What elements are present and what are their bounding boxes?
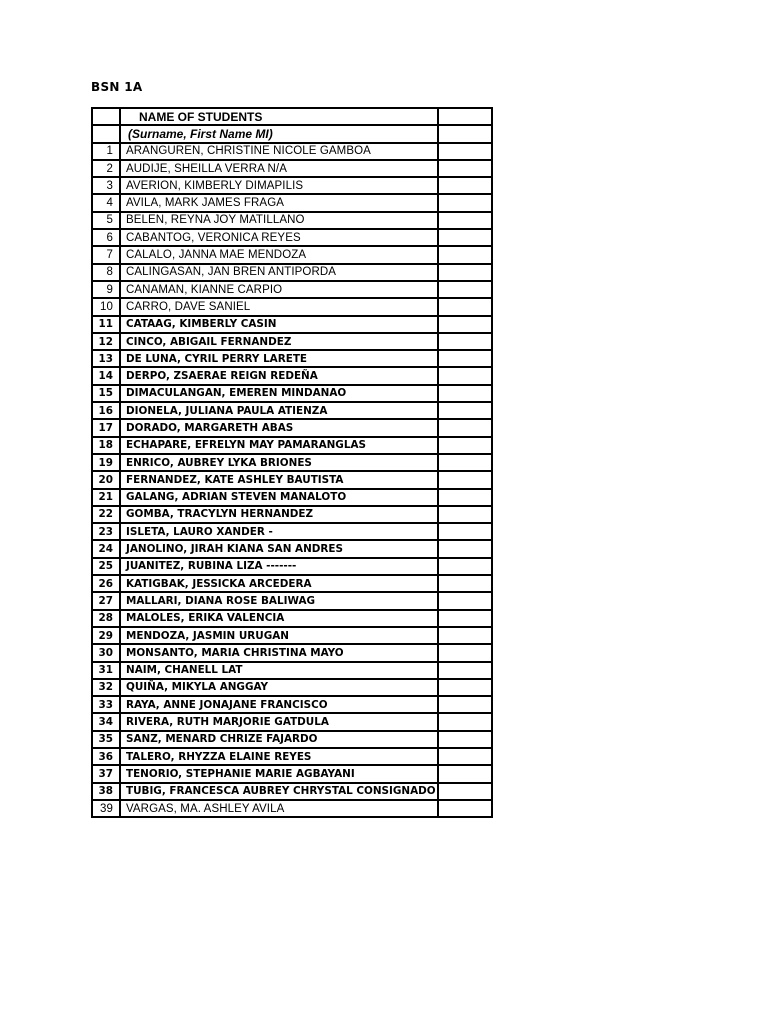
student-name: ISLETA, LAURO XANDER - (120, 523, 438, 540)
student-number: 35 (92, 731, 120, 748)
header-title: NAME OF STUDENTS (120, 108, 438, 125)
student-row (92, 160, 492, 177)
student-number: 38 (92, 783, 120, 800)
blank-cell (438, 558, 492, 575)
student-number: 37 (92, 765, 120, 782)
blank-cell (438, 350, 492, 367)
student-row (92, 437, 492, 454)
student-row (92, 783, 492, 800)
student-name: MALLARI, DIANA ROSE BALIWAG (120, 592, 438, 609)
student-row (92, 212, 492, 229)
blank-cell (438, 281, 492, 298)
student-number: 15 (92, 385, 120, 402)
student-number: 14 (92, 367, 120, 384)
student-name: TALERO, RHYZZA ELAINE REYES (120, 748, 438, 765)
student-row (92, 143, 492, 160)
student-name: QUIÑA, MIKYLA ANGGAY (120, 679, 438, 696)
student-number: 33 (92, 696, 120, 713)
blank-cell (438, 229, 492, 246)
student-name: CALALO, JANNA MAE MENDOZA (120, 246, 438, 263)
blank-cell (438, 489, 492, 506)
student-name: AVILA, MARK JAMES FRAGA (120, 194, 438, 211)
student-number: 29 (92, 627, 120, 644)
student-name: ENRICO, AUBREY LYKA BRIONES (120, 454, 438, 471)
student-row (92, 506, 492, 523)
blank-cell (438, 437, 492, 454)
student-name: CABANTOG, VERONICA REYES (120, 229, 438, 246)
blank-cell (438, 592, 492, 609)
student-number: 1 (92, 143, 120, 160)
student-name: VARGAS, MA. ASHLEY AVILA (120, 800, 438, 817)
blank-cell (438, 800, 492, 817)
student-name: MALOLES, ERIKA VALENCIA (120, 610, 438, 627)
student-name: AUDIJE, SHEILLA VERRA N/A (120, 160, 438, 177)
student-row (92, 679, 492, 696)
student-row (92, 281, 492, 298)
student-number: 27 (92, 592, 120, 609)
student-number: 25 (92, 558, 120, 575)
roster-body (92, 108, 492, 817)
blank-cell (438, 177, 492, 194)
student-name: DORADO, MARGARETH ABAS (120, 419, 438, 436)
student-row (92, 471, 492, 488)
blank-cell (438, 627, 492, 644)
student-row (92, 662, 492, 679)
blank-cell (438, 679, 492, 696)
blank-cell (438, 212, 492, 229)
blank-cell (438, 367, 492, 384)
blank-cell (438, 610, 492, 627)
student-name: ECHAPARE, EFRELYN MAY PAMARANGLAS (120, 437, 438, 454)
blank-cell (438, 160, 492, 177)
student-row (92, 333, 492, 350)
student-name: DIONELA, JULIANA PAULA ATIENZA (120, 402, 438, 419)
student-name: SANZ, MENARD CHRIZE FAJARDO (120, 731, 438, 748)
student-name: DIMACULANGAN, EMEREN MINDANAO (120, 385, 438, 402)
student-number: 7 (92, 246, 120, 263)
student-name: RAYA, ANNE JONAJANE FRANCISCO (120, 696, 438, 713)
section-label: BSN 1A (91, 80, 143, 94)
student-row (92, 402, 492, 419)
student-row (92, 454, 492, 471)
student-row (92, 229, 492, 246)
subheader-number-cell (92, 125, 120, 142)
student-name: DE LUNA, CYRIL PERRY LARETE (120, 350, 438, 367)
student-number: 18 (92, 437, 120, 454)
student-name: NAIM, CHANELL LAT (120, 662, 438, 679)
student-name: MENDOZA, JASMIN URUGAN (120, 627, 438, 644)
student-row (92, 177, 492, 194)
student-number: 3 (92, 177, 120, 194)
student-row (92, 246, 492, 263)
student-row (92, 316, 492, 333)
student-row (92, 713, 492, 730)
student-row (92, 800, 492, 817)
student-row (92, 350, 492, 367)
student-name: CANAMAN, KIANNE CARPIO (120, 281, 438, 298)
student-name: TENORIO, STEPHANIE MARIE AGBAYANI (120, 765, 438, 782)
student-number: 31 (92, 662, 120, 679)
student-number: 10 (92, 298, 120, 315)
student-name: JUANITEZ, RUBINA LIZA ------- (120, 558, 438, 575)
student-number: 39 (92, 800, 120, 817)
blank-cell (438, 713, 492, 730)
blank-cell (438, 765, 492, 782)
blank-cell (438, 194, 492, 211)
student-number: 17 (92, 419, 120, 436)
header-number-cell (92, 108, 120, 125)
student-row (92, 748, 492, 765)
student-number: 13 (92, 350, 120, 367)
student-number: 12 (92, 333, 120, 350)
student-number: 21 (92, 489, 120, 506)
student-number: 4 (92, 194, 120, 211)
blank-cell (438, 143, 492, 160)
student-number: 34 (92, 713, 120, 730)
header-subtitle: (Surname, First Name MI) (120, 125, 438, 142)
student-number: 11 (92, 316, 120, 333)
student-name: ARANGUREN, CHRISTINE NICOLE GAMBOA (120, 143, 438, 160)
blank-cell (438, 264, 492, 281)
student-name: CINCO, ABIGAIL FERNANDEZ (120, 333, 438, 350)
student-number: 8 (92, 264, 120, 281)
student-row (92, 367, 492, 384)
blank-cell (438, 575, 492, 592)
student-row (92, 489, 492, 506)
student-name: CATAAG, KIMBERLY CASIN (120, 316, 438, 333)
student-number: 9 (92, 281, 120, 298)
student-row (92, 385, 492, 402)
student-row (92, 298, 492, 315)
student-name: JANOLINO, JIRAH KIANA SAN ANDRES (120, 540, 438, 557)
student-row (92, 644, 492, 661)
student-row (92, 731, 492, 748)
student-name: AVERION, KIMBERLY DIMAPILIS (120, 177, 438, 194)
subheader-row (92, 125, 492, 142)
student-number: 28 (92, 610, 120, 627)
student-name: FERNANDEZ, KATE ASHLEY BAUTISTA (120, 471, 438, 488)
student-name: KATIGBAK, JESSICKA ARCEDERA (120, 575, 438, 592)
student-name: CALINGASAN, JAN BREN ANTIPORDA (120, 264, 438, 281)
student-number: 30 (92, 644, 120, 661)
student-name: DERPO, ZSAERAE REIGN REDEÑA (120, 367, 438, 384)
student-name: BELEN, REYNA JOY MATILLANO (120, 212, 438, 229)
student-number: 24 (92, 540, 120, 557)
student-number: 19 (92, 454, 120, 471)
student-name: GOMBA, TRACYLYN HERNANDEZ (120, 506, 438, 523)
student-number: 20 (92, 471, 120, 488)
student-name: TUBIG, FRANCESCA AUBREY CHRYSTAL CONSIGNADO (120, 783, 438, 800)
student-row (92, 575, 492, 592)
blank-cell (438, 506, 492, 523)
blank-cell (438, 731, 492, 748)
student-row (92, 765, 492, 782)
student-number: 5 (92, 212, 120, 229)
blank-cell (438, 471, 492, 488)
blank-cell (438, 316, 492, 333)
student-row (92, 523, 492, 540)
blank-cell (438, 523, 492, 540)
student-row (92, 264, 492, 281)
blank-cell (438, 402, 492, 419)
header-row (92, 108, 492, 125)
blank-cell (438, 454, 492, 471)
student-row (92, 627, 492, 644)
student-row (92, 419, 492, 436)
student-row (92, 610, 492, 627)
student-number: 22 (92, 506, 120, 523)
blank-cell (438, 540, 492, 557)
student-row (92, 592, 492, 609)
student-name: MONSANTO, MARIA CHRISTINA MAYO (120, 644, 438, 661)
student-name: RIVERA, RUTH MARJORIE GATDULA (120, 713, 438, 730)
student-number: 26 (92, 575, 120, 592)
student-row (92, 558, 492, 575)
header-blank-cell (438, 108, 492, 125)
student-row (92, 540, 492, 557)
blank-cell (438, 662, 492, 679)
blank-cell (438, 696, 492, 713)
blank-cell (438, 385, 492, 402)
blank-cell (438, 748, 492, 765)
student-row (92, 696, 492, 713)
blank-cell (438, 644, 492, 661)
student-name: GALANG, ADRIAN STEVEN MANALOTO (120, 489, 438, 506)
student-number: 32 (92, 679, 120, 696)
student-roster-table (91, 107, 493, 818)
blank-cell (438, 783, 492, 800)
student-number: 36 (92, 748, 120, 765)
student-number: 6 (92, 229, 120, 246)
student-number: 16 (92, 402, 120, 419)
blank-cell (438, 419, 492, 436)
student-name: CARRO, DAVE SANIEL (120, 298, 438, 315)
blank-cell (438, 246, 492, 263)
blank-cell (438, 298, 492, 315)
subheader-blank-cell (438, 125, 492, 142)
student-row (92, 194, 492, 211)
blank-cell (438, 333, 492, 350)
student-number: 23 (92, 523, 120, 540)
student-number: 2 (92, 160, 120, 177)
